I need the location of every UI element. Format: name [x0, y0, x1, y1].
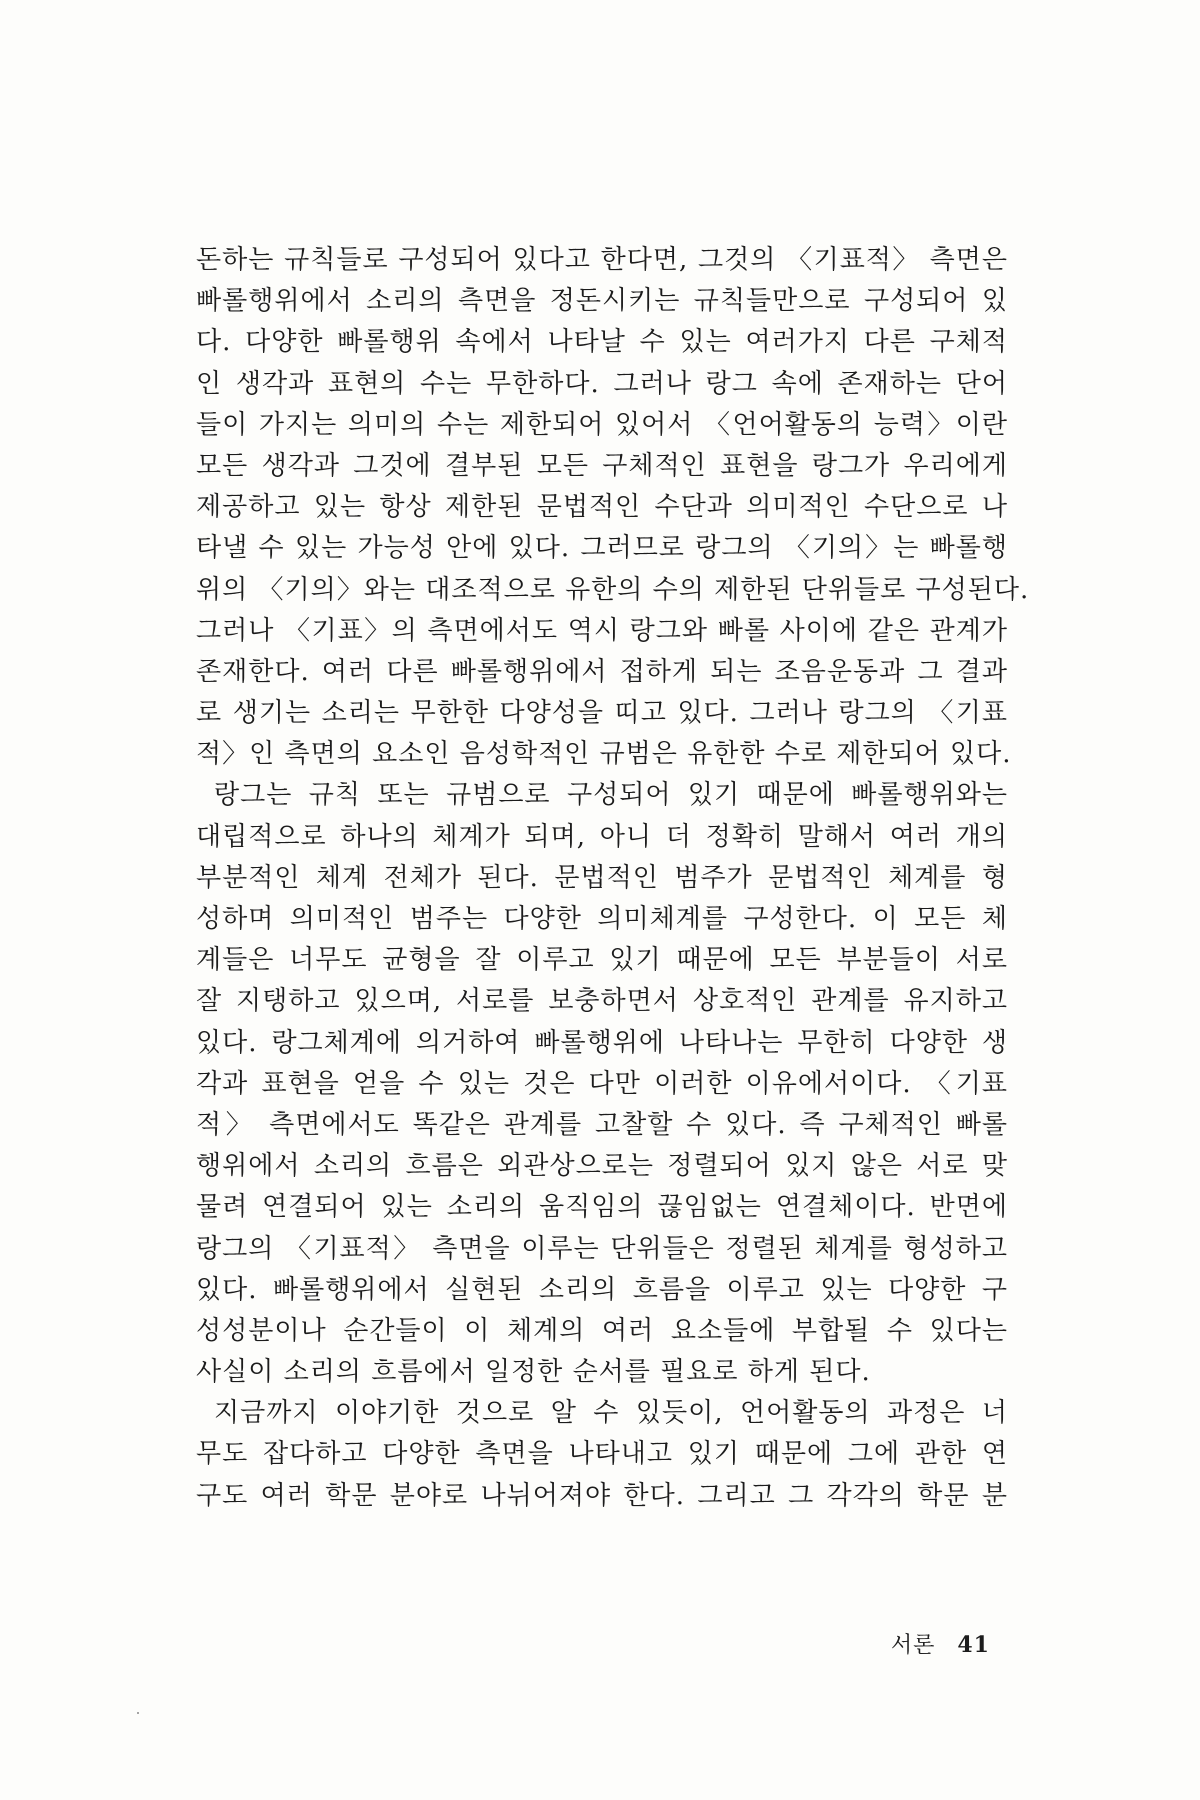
text-line: 모든 생각과 그것에 결부된 모든 구체적인 표현을 랑그가 우리에게 — [196, 450, 1008, 481]
text-line: 빠롤행위에서 소리의 측면을 정돈시키는 규칙들만으로 구성되어 있 — [196, 286, 1008, 317]
text-line: 로 생기는 소리는 무한한 다양성을 띠고 있다. 그러나 랑그의 〈기표 — [196, 698, 1008, 729]
text-line: 계들은 너무도 균형을 잘 이루고 있기 때문에 모든 부분들이 서로 — [196, 945, 1008, 976]
text-line: 성성분이나 순간들이 이 체계의 여러 요소들에 부합될 수 있다는 — [196, 1315, 1008, 1346]
text-line: 타낼 수 있는 가능성 안에 있다. 그러므로 랑그의 〈기의〉는 빠롤행 — [196, 533, 1008, 564]
text-line: 들이 가지는 의미의 수는 제한되어 있어서 〈언어활동의 능력〉이란 — [196, 409, 1008, 440]
text-line: 무도 잡다하고 다양한 측면을 나타내고 있기 때문에 그에 관한 연 — [196, 1439, 1008, 1470]
section-title: 서론 — [890, 1633, 936, 1658]
text-line: 적〉 측면에서도 똑같은 관계를 고찰할 수 있다. 즉 구체적인 빠롤 — [196, 1109, 1008, 1140]
text-line: 행위에서 소리의 흐름은 외관상으로는 정렬되어 있지 않은 서로 맞 — [196, 1151, 1008, 1182]
text-line: 랑그는 규칙 또는 규범으로 구성되어 있기 때문에 빠롤행위와는 — [214, 780, 1008, 811]
page-number: 41 — [957, 1632, 990, 1658]
text-line: 지금까지 이야기한 것으로 알 수 있듯이, 언어활동의 과정은 너 — [214, 1398, 1008, 1429]
text-line: 제공하고 있는 항상 제한된 문법적인 수단과 의미적인 수단으로 나 — [196, 492, 1008, 523]
text-line: 성하며 의미적인 범주는 다양한 의미체계를 구성한다. 이 모든 체 — [196, 904, 1008, 934]
text-line: 인 생각과 표현의 수는 무한하다. 그러나 랑그 속에 존재하는 단어 — [196, 368, 1008, 399]
page-footer — [891, 1628, 990, 1659]
body-text — [196, 240, 1030, 1517]
text-line: 다. 다양한 빠롤행위 속에서 나타날 수 있는 여러가지 다른 구체적 — [196, 327, 1008, 358]
text-line: 적〉인 측면의 요소인 음성학적인 규범은 유한한 수로 제한되어 있다. — [196, 739, 1012, 770]
text-line: 부분적인 체계 전체가 된다. 문법적인 범주가 문법적인 체계를 형 — [196, 862, 1008, 893]
text-line: 각과 표현을 얻을 수 있는 것은 다만 이러한 이유에서이다. 〈기표 — [196, 1068, 1008, 1099]
text-line: 사실이 소리의 흐름에서 일정한 순서를 필요로 하게 된다. — [196, 1357, 871, 1388]
text-line: 대립적으로 하나의 체계가 되며, 아니 더 정확히 말해서 여러 개의 — [196, 821, 1008, 852]
text-line: 랑그의 〈기표적〉 측면을 이루는 단위들은 정렬된 체계를 형성하고 — [196, 1233, 1008, 1264]
text-line: 돈하는 규칙들로 구성되어 있다고 한다면, 그것의 〈기표적〉 측면은 — [196, 245, 1008, 275]
text-line: 잘 지탱하고 있으며, 서로를 보충하면서 상호적인 관계를 유지하고 — [196, 986, 1008, 1017]
text-line: 존재한다. 여러 다른 빠롤행위에서 접하게 되는 조음운동과 그 결과 — [196, 656, 1008, 687]
text-line: 있다. 랑그체계에 의거하여 빠롤행위에 나타나는 무한히 다양한 생 — [196, 1027, 1008, 1058]
text-line: 물려 연결되어 있는 소리의 움직임의 끊임없는 연결체이다. 반면에 — [196, 1192, 1008, 1223]
text-line: 그러나 〈기표〉의 측면에서도 역시 랑그와 빠롤 사이에 같은 관계가 — [196, 615, 1008, 646]
text-line: 있다. 빠롤행위에서 실현된 소리의 흐름을 이루고 있는 다양한 구 — [196, 1274, 1008, 1305]
text-line: 구도 여러 학문 분야로 나뉘어져야 한다. 그리고 그 각각의 학문 분 — [196, 1480, 1008, 1511]
scan-speck — [137, 1712, 139, 1714]
text-line: 위의 〈기의〉와는 대조적으로 유한의 수의 제한된 단위들로 구성된다. — [196, 574, 1030, 605]
